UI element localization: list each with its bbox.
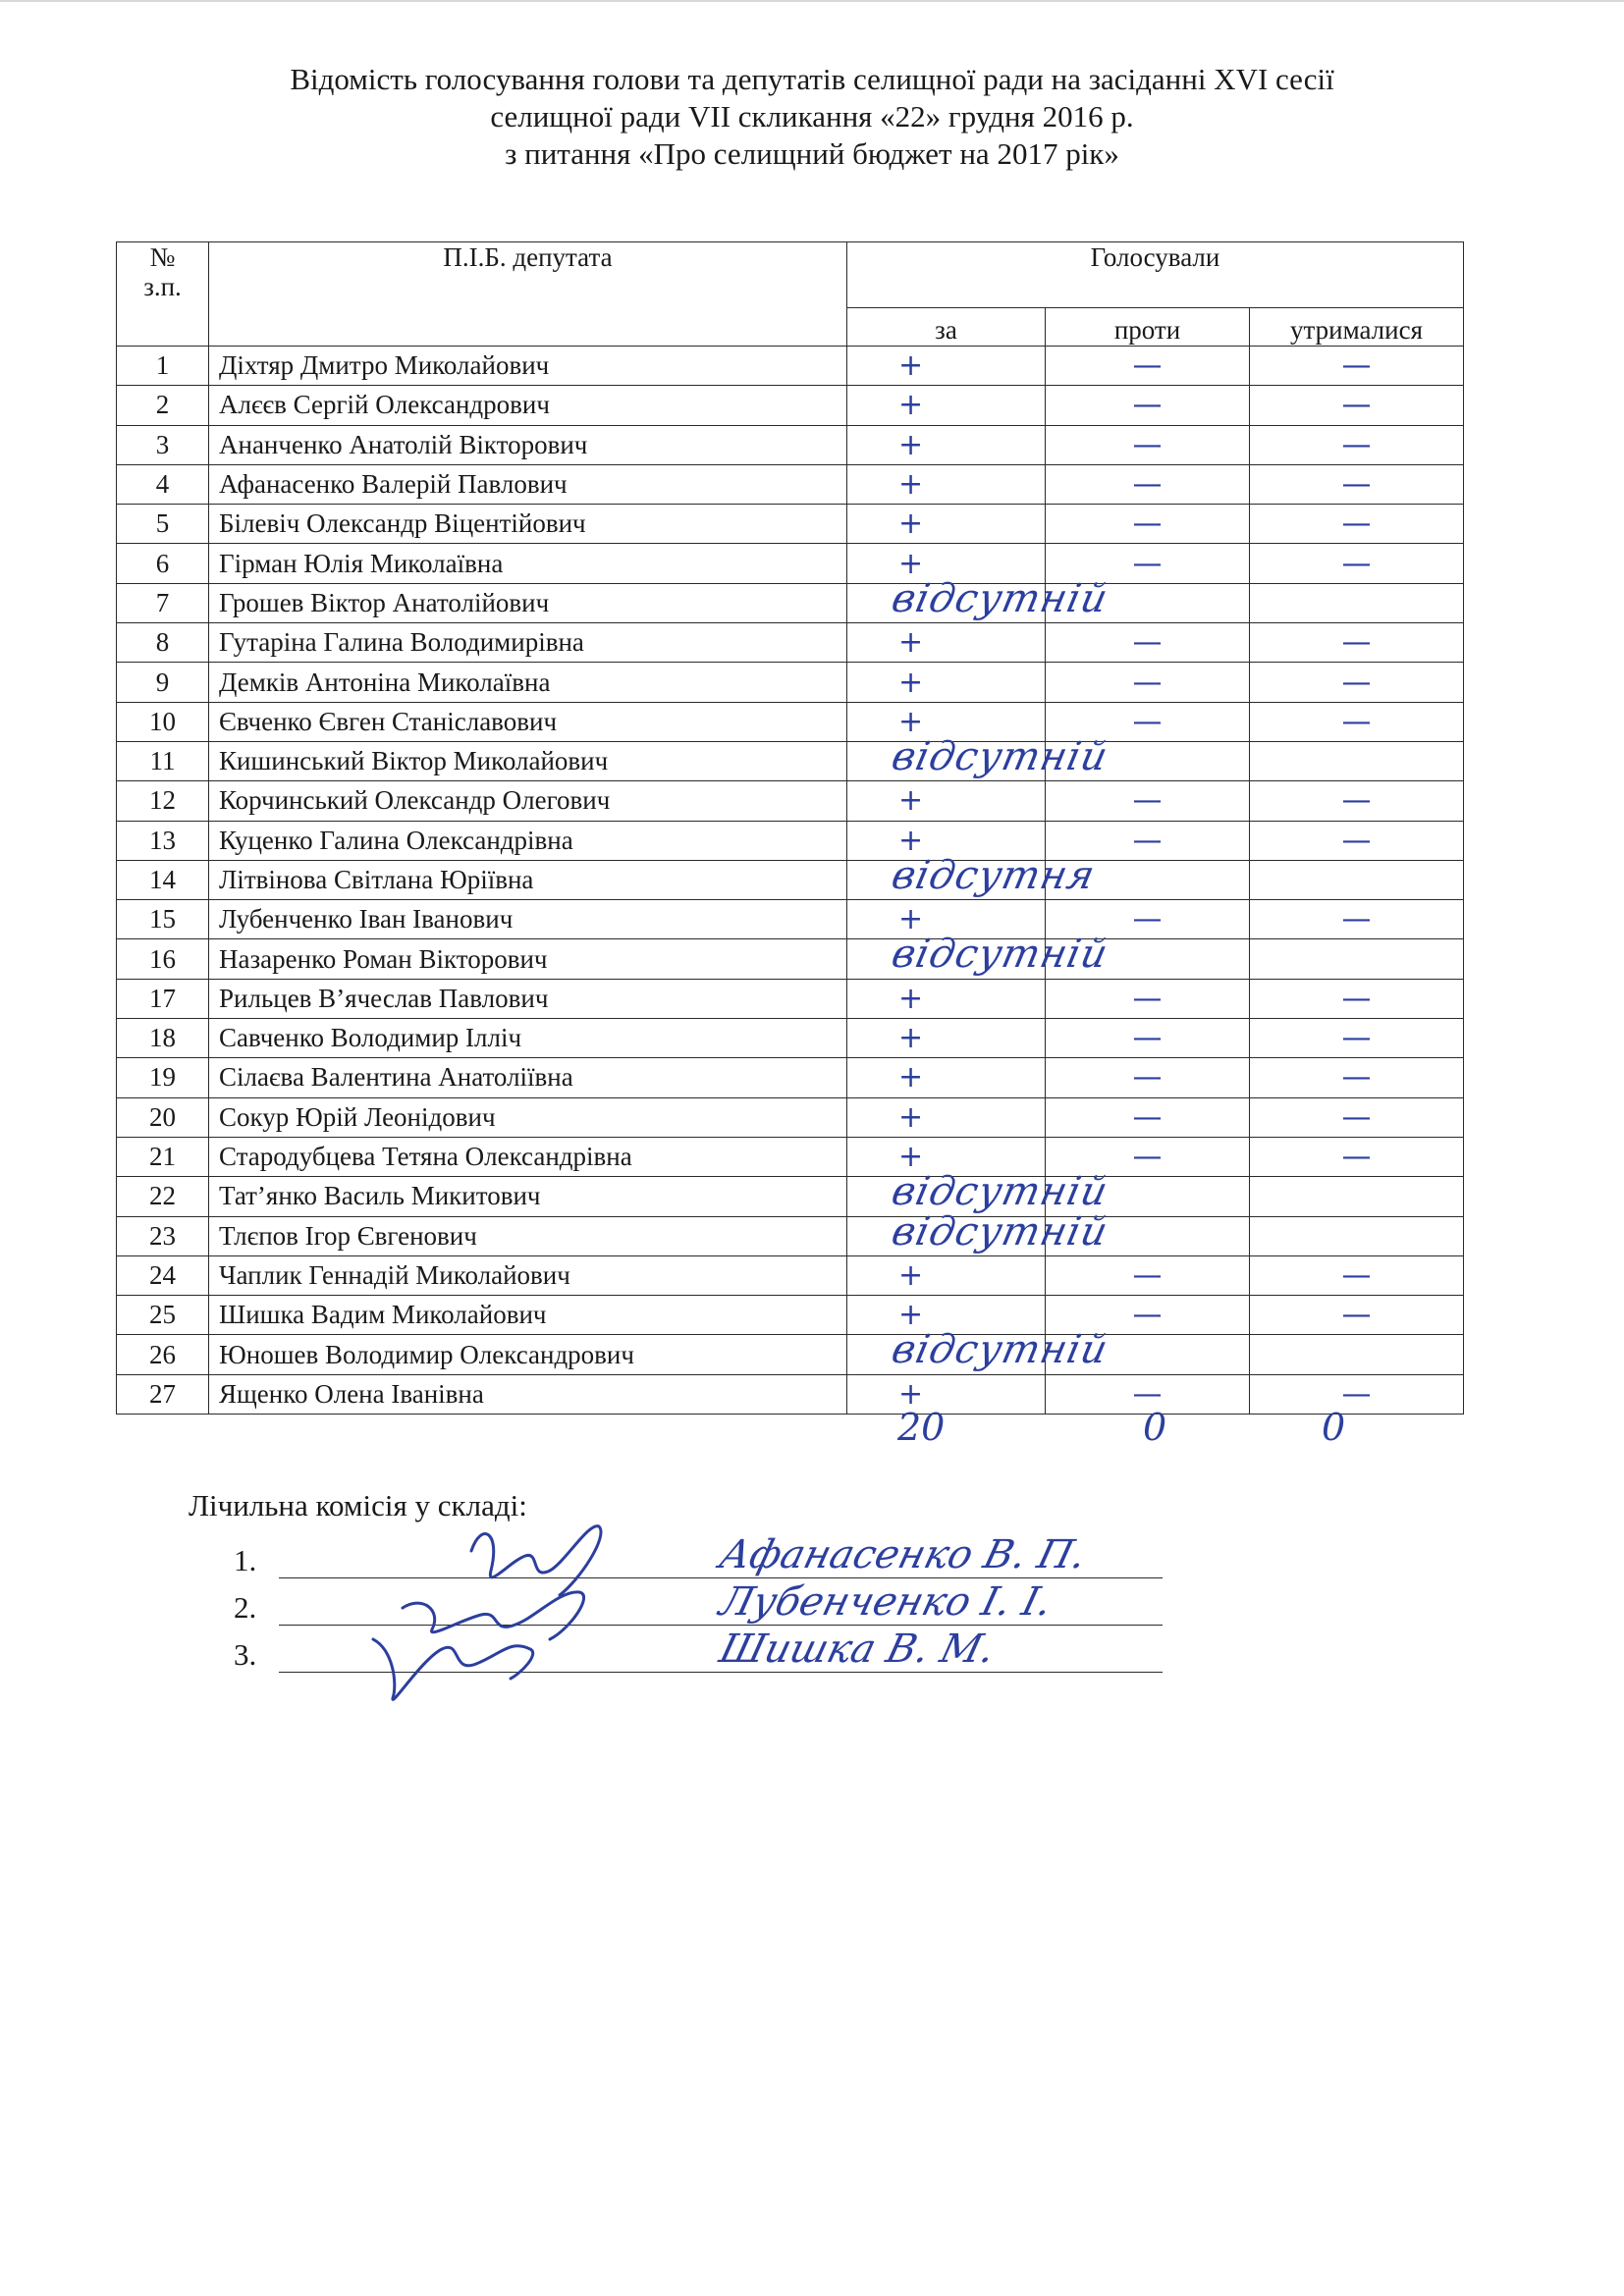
- vote-for-cell: [847, 733, 1112, 780]
- row-number: 3: [117, 425, 209, 464]
- vote-abstained-cell: [1250, 1137, 1464, 1176]
- vote-for-cell: [847, 979, 1046, 1018]
- vote-dash-mark: —: [1341, 507, 1372, 542]
- vote-dash-mark: —: [1132, 1099, 1163, 1135]
- table-row: [117, 741, 1464, 780]
- deputy-name: Лубенченко Іван Іванович: [209, 900, 847, 939]
- vote-against-cell: [1046, 623, 1250, 663]
- deputy-name: Сілаєва Валентина Анатоліївна: [209, 1058, 847, 1097]
- vote-abstained-cell: [1250, 900, 1464, 939]
- vote-against-cell: [1046, 1255, 1250, 1295]
- row-number: 12: [117, 781, 209, 821]
- deputy-name: Рильцев В’ячеслав Павлович: [209, 979, 847, 1018]
- vote-dash-mark: —: [1132, 507, 1163, 542]
- commission-member: [234, 1578, 1163, 1626]
- title-line-3: з питання «Про селищний бюджет на 2017 рік»: [505, 136, 1119, 171]
- vote-dash-mark: —: [1132, 546, 1163, 581]
- table-row: [117, 979, 1464, 1018]
- title-line-1: Відомість голосування голови та депутатів селищної ради на засіданні XVI сесії: [290, 62, 1334, 96]
- total-abstained: 0: [1322, 1406, 1346, 1449]
- vote-abstained-cell: [1250, 1097, 1464, 1137]
- totals-row: [0, 1406, 1624, 1465]
- title-line-2: селищної ради VII скликання «22» грудня 2016 р.: [490, 99, 1134, 133]
- table-row: [117, 464, 1464, 504]
- commission-list: [234, 1531, 1163, 1673]
- header-voted: Голосували: [847, 242, 1464, 308]
- absent-mark: відсутня: [888, 852, 1100, 898]
- deputy-name: Назаренко Роман Вікторович: [209, 939, 847, 979]
- vote-plus-mark: +: [898, 388, 924, 423]
- vote-dash-mark: —: [1132, 981, 1163, 1016]
- vote-dash-mark: —: [1341, 625, 1372, 661]
- vote-abstained-cell: [1250, 464, 1464, 504]
- absent-mark: відсутній: [888, 932, 1112, 978]
- vote-dash-mark: —: [1341, 704, 1372, 739]
- row-number: 14: [117, 860, 209, 899]
- vote-for-cell: [847, 900, 1046, 939]
- vote-dash-mark: —: [1132, 1021, 1163, 1056]
- absent-mark: відсутній: [888, 575, 1112, 621]
- vote-for-cell: [847, 932, 1112, 979]
- vote-against-cell: [1046, 821, 1250, 860]
- table-row: [117, 583, 1464, 622]
- vote-dash-mark: —: [1132, 427, 1163, 462]
- vote-plus-mark: +: [898, 1298, 924, 1333]
- row-number: 18: [117, 1019, 209, 1058]
- vote-against-cell: [1046, 702, 1250, 741]
- vote-abstained-cell: [1250, 663, 1464, 702]
- voting-table: [116, 241, 1464, 1415]
- vote-plus-mark: +: [898, 546, 924, 581]
- vote-abstained-cell: [1250, 741, 1464, 780]
- vote-abstained-cell: [1250, 781, 1464, 821]
- vote-dash-mark: —: [1341, 1298, 1372, 1333]
- vote-against-cell: [1046, 583, 1250, 622]
- vote-abstained-cell: [1250, 583, 1464, 622]
- vote-dash-mark: —: [1132, 783, 1163, 819]
- absent-mark: відсутній: [888, 1327, 1112, 1373]
- vote-against-cell: [1046, 464, 1250, 504]
- vote-for-cell: [847, 1058, 1046, 1097]
- deputy-name: Ананченко Анатолій Вікторович: [209, 425, 847, 464]
- row-number: 1: [117, 347, 209, 386]
- vote-dash-mark: —: [1132, 665, 1163, 700]
- deputy-name: Алєєв Сергій Олександрович: [209, 386, 847, 425]
- vote-against-cell: [1046, 1296, 1250, 1335]
- vote-against-cell: [1046, 1137, 1250, 1176]
- vote-dash-mark: —: [1132, 1298, 1163, 1333]
- vote-dash-mark: —: [1132, 704, 1163, 739]
- row-number: 17: [117, 979, 209, 1018]
- deputy-name: Стародубцева Тетяна Олександрівна: [209, 1137, 847, 1176]
- vote-for-cell: [847, 544, 1046, 583]
- vote-against-cell: [1046, 900, 1250, 939]
- vote-dash-mark: —: [1341, 1376, 1372, 1412]
- vote-for-cell: [847, 386, 1046, 425]
- vote-against-cell: [1046, 1019, 1250, 1058]
- vote-abstained-cell: [1250, 1216, 1464, 1255]
- row-number: 10: [117, 702, 209, 741]
- row-number: 26: [117, 1335, 209, 1374]
- vote-dash-mark: —: [1341, 823, 1372, 858]
- row-number: 4: [117, 464, 209, 504]
- vote-abstained-cell: [1250, 1058, 1464, 1097]
- vote-plus-mark: +: [898, 823, 924, 858]
- table-row: [117, 1255, 1464, 1295]
- vote-abstained-cell: [1250, 1335, 1464, 1374]
- deputy-name: Білевіч Олександр Віцентійович: [209, 505, 847, 544]
- vote-for-cell: [847, 1327, 1112, 1374]
- vote-against-cell: [1046, 1335, 1250, 1374]
- vote-plus-mark: +: [898, 1376, 924, 1412]
- vote-abstained-cell: [1250, 860, 1464, 899]
- vote-dash-mark: —: [1341, 467, 1372, 503]
- vote-dash-mark: —: [1132, 388, 1163, 423]
- commission-member: [234, 1531, 1163, 1578]
- vote-for-cell: [847, 1097, 1046, 1137]
- vote-against-cell: [1046, 663, 1250, 702]
- vote-for-cell: [847, 781, 1046, 821]
- vote-abstained-cell: [1250, 979, 1464, 1018]
- vote-abstained-cell: [1250, 939, 1464, 979]
- table-row: [117, 1216, 1464, 1255]
- vote-for-cell: [847, 575, 1112, 622]
- vote-abstained-cell: [1250, 505, 1464, 544]
- table-row: [117, 939, 1464, 979]
- table-row: [117, 1296, 1464, 1335]
- row-number: 5: [117, 505, 209, 544]
- vote-dash-mark: —: [1341, 665, 1372, 700]
- row-number: 21: [117, 1137, 209, 1176]
- vote-abstained-cell: [1250, 425, 1464, 464]
- commission-member-number: 2.: [234, 1590, 257, 1625]
- vote-dash-mark: —: [1132, 467, 1163, 503]
- vote-for-cell: [847, 425, 1046, 464]
- table-row: [117, 821, 1464, 860]
- vote-for-cell: [847, 821, 1046, 860]
- vote-dash-mark: —: [1132, 625, 1163, 661]
- vote-for-cell: [847, 1019, 1046, 1058]
- table-row: [117, 1335, 1464, 1374]
- commission-member-name: Лубенченко І. І.: [715, 1579, 1057, 1625]
- table-row: [117, 347, 1464, 386]
- vote-dash-mark: —: [1341, 981, 1372, 1016]
- commission-member-name: Шишка В. М.: [715, 1627, 1000, 1672]
- vote-plus-mark: +: [898, 427, 924, 462]
- vote-for-cell: [847, 505, 1046, 544]
- header-number: [117, 242, 209, 347]
- row-number: 13: [117, 821, 209, 860]
- signature-line: [279, 1579, 1163, 1626]
- vote-against-cell: [1046, 1058, 1250, 1097]
- vote-dash-mark: —: [1341, 427, 1372, 462]
- vote-dash-mark: —: [1132, 1140, 1163, 1175]
- absent-mark: відсутній: [888, 1169, 1112, 1215]
- vote-plus-mark: +: [898, 348, 924, 384]
- document-title: [118, 61, 1506, 173]
- row-number: 7: [117, 583, 209, 622]
- deputy-name: Літвінова Світлана Юріївна: [209, 860, 847, 899]
- vote-against-cell: [1046, 1177, 1250, 1216]
- table-row: [117, 663, 1464, 702]
- vote-against-cell: [1046, 1097, 1250, 1137]
- vote-for-cell: [847, 663, 1046, 702]
- vote-plus-mark: +: [898, 625, 924, 661]
- vote-dash-mark: —: [1341, 546, 1372, 581]
- vote-for-cell: [847, 347, 1046, 386]
- vote-dash-mark: —: [1132, 1257, 1163, 1293]
- row-number: 6: [117, 544, 209, 583]
- table-row: [117, 1137, 1464, 1176]
- vote-abstained-cell: [1250, 623, 1464, 663]
- vote-abstained-cell: [1250, 821, 1464, 860]
- row-number: 8: [117, 623, 209, 663]
- table-row: [117, 781, 1464, 821]
- vote-for-cell: [847, 1296, 1046, 1335]
- deputy-name: Кишинський Віктор Миколайович: [209, 741, 847, 780]
- vote-abstained-cell: [1250, 1255, 1464, 1295]
- vote-plus-mark: +: [898, 1060, 924, 1095]
- row-number: 16: [117, 939, 209, 979]
- vote-abstained-cell: [1250, 1019, 1464, 1058]
- vote-for-cell: [847, 1169, 1112, 1216]
- vote-plus-mark: +: [898, 902, 924, 937]
- deputy-name: Демків Антоніна Миколаївна: [209, 663, 847, 702]
- vote-against-cell: [1046, 544, 1250, 583]
- row-number: 20: [117, 1097, 209, 1137]
- table-row: [117, 702, 1464, 741]
- header-against: проти: [1046, 308, 1250, 347]
- commission-member-number: 1.: [234, 1543, 257, 1577]
- vote-against-cell: [1046, 781, 1250, 821]
- vote-abstained-cell: [1250, 386, 1464, 425]
- header-abstained: утрималися: [1250, 308, 1464, 347]
- deputy-name: Грошев Віктор Анатолійович: [209, 583, 847, 622]
- table-row: [117, 900, 1464, 939]
- table-row: [117, 623, 1464, 663]
- vote-plus-mark: +: [898, 783, 924, 819]
- row-number: 23: [117, 1216, 209, 1255]
- deputy-name: Юношев Володимир Олександрович: [209, 1335, 847, 1374]
- deputy-name: Шишка Вадим Миколайович: [209, 1296, 847, 1335]
- row-number: 11: [117, 741, 209, 780]
- vote-plus-mark: +: [898, 665, 924, 700]
- vote-against-cell: [1046, 979, 1250, 1018]
- vote-dash-mark: —: [1341, 1060, 1372, 1095]
- vote-dash-mark: —: [1132, 1376, 1163, 1412]
- total-for: 20: [897, 1406, 946, 1449]
- total-against: 0: [1143, 1406, 1167, 1449]
- signature-line: [279, 1532, 1163, 1578]
- deputy-name: Сокур Юрій Леонідович: [209, 1097, 847, 1137]
- absent-mark: відсутній: [888, 733, 1112, 779]
- vote-dash-mark: —: [1341, 902, 1372, 937]
- vote-dash-mark: —: [1132, 902, 1163, 937]
- signature-line: [279, 1627, 1163, 1673]
- vote-for-cell: [847, 1137, 1046, 1176]
- table-row: [117, 386, 1464, 425]
- vote-abstained-cell: [1250, 702, 1464, 741]
- commission-member: [234, 1626, 1163, 1673]
- vote-for-cell: [847, 464, 1046, 504]
- vote-abstained-cell: [1250, 1296, 1464, 1335]
- header-number-sub: з.п.: [143, 272, 182, 301]
- vote-dash-mark: —: [1341, 348, 1372, 384]
- deputy-name: Тат’янко Василь Микитович: [209, 1177, 847, 1216]
- vote-abstained-cell: [1250, 544, 1464, 583]
- vote-for-cell: [847, 1255, 1046, 1295]
- deputy-name: Тлєпов Ігор Євгенович: [209, 1216, 847, 1255]
- vote-for-cell: [847, 1208, 1112, 1255]
- row-number: 24: [117, 1255, 209, 1295]
- deputy-name: Діхтяр Дмитро Миколайович: [209, 347, 847, 386]
- header-for: за: [847, 308, 1046, 347]
- table-row: [117, 505, 1464, 544]
- table-row: [117, 1058, 1464, 1097]
- vote-against-cell: [1046, 386, 1250, 425]
- vote-for-cell: [847, 852, 1100, 899]
- table-row: [117, 544, 1464, 583]
- header-number-sign: №: [149, 242, 176, 272]
- vote-plus-mark: +: [898, 1021, 924, 1056]
- vote-abstained-cell: [1250, 1177, 1464, 1216]
- commission-label: Лічильна комісія у складі:: [189, 1488, 527, 1522]
- vote-against-cell: [1046, 741, 1250, 780]
- deputy-name: Чаплик Геннадій Миколайович: [209, 1255, 847, 1295]
- vote-plus-mark: +: [898, 467, 924, 503]
- deputy-name: Афанасенко Валерій Павлович: [209, 464, 847, 504]
- deputy-name: Корчинський Олександр Олегович: [209, 781, 847, 821]
- row-number: 19: [117, 1058, 209, 1097]
- vote-for-cell: [847, 702, 1046, 741]
- vote-for-cell: [847, 623, 1046, 663]
- row-number: 27: [117, 1374, 209, 1414]
- vote-plus-mark: +: [898, 507, 924, 542]
- deputy-name: Куценко Галина Олександрівна: [209, 821, 847, 860]
- vote-dash-mark: —: [1341, 1099, 1372, 1135]
- vote-plus-mark: +: [898, 1099, 924, 1135]
- vote-abstained-cell: [1250, 347, 1464, 386]
- vote-dash-mark: —: [1341, 1140, 1372, 1175]
- vote-plus-mark: +: [898, 704, 924, 739]
- vote-dash-mark: —: [1341, 1021, 1372, 1056]
- vote-against-cell: [1046, 939, 1250, 979]
- deputy-name: Ященко Олена Іванівна: [209, 1374, 847, 1414]
- commission-member-name: Афанасенко В. П.: [715, 1532, 1091, 1577]
- table-row: [117, 860, 1464, 899]
- row-number: 9: [117, 663, 209, 702]
- table-row: [117, 1097, 1464, 1137]
- row-number: 2: [117, 386, 209, 425]
- row-number: 25: [117, 1296, 209, 1335]
- vote-dash-mark: —: [1132, 348, 1163, 384]
- row-number: 15: [117, 900, 209, 939]
- vote-dash-mark: —: [1132, 1060, 1163, 1095]
- deputy-name: Євченко Євген Станіславович: [209, 702, 847, 741]
- vote-plus-mark: +: [898, 1140, 924, 1175]
- vote-against-cell: [1046, 425, 1250, 464]
- vote-against-cell: [1046, 347, 1250, 386]
- vote-against-cell: [1046, 1216, 1250, 1255]
- vote-against-cell: [1046, 505, 1250, 544]
- table-row: [117, 1019, 1464, 1058]
- table-row: [117, 425, 1464, 464]
- vote-dash-mark: —: [1341, 783, 1372, 819]
- voting-table-body: [117, 347, 1464, 1415]
- vote-plus-mark: +: [898, 981, 924, 1016]
- deputy-name: Гутаріна Галина Володимирівна: [209, 623, 847, 663]
- vote-dash-mark: —: [1341, 1257, 1372, 1293]
- deputy-name: Гірман Юлія Миколаївна: [209, 544, 847, 583]
- vote-against-cell: [1046, 860, 1250, 899]
- vote-dash-mark: —: [1341, 388, 1372, 423]
- vote-plus-mark: +: [898, 1257, 924, 1293]
- row-number: 22: [117, 1177, 209, 1216]
- commission-member-number: 3.: [234, 1637, 257, 1672]
- header-name: П.І.Б. депутата: [209, 242, 847, 347]
- table-row: [117, 1177, 1464, 1216]
- vote-dash-mark: —: [1132, 823, 1163, 858]
- absent-mark: відсутній: [888, 1208, 1112, 1255]
- deputy-name: Савченко Володимир Ілліч: [209, 1019, 847, 1058]
